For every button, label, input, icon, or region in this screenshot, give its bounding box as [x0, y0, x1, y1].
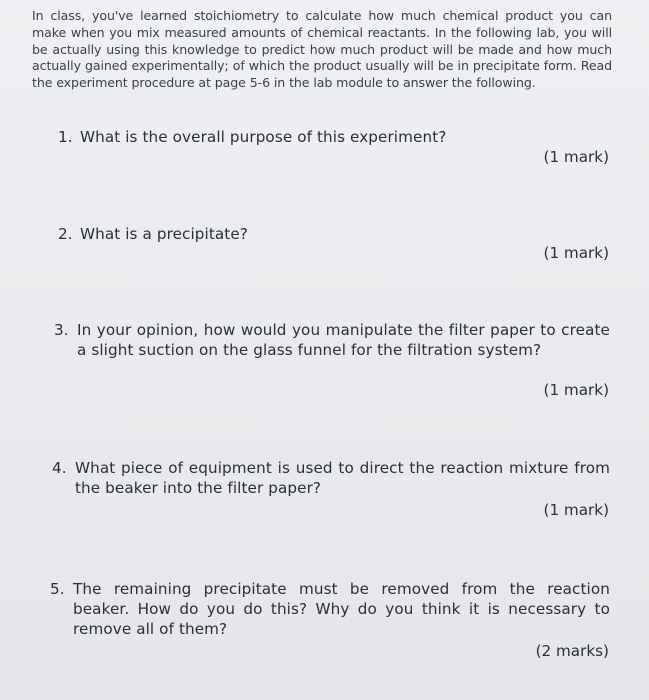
- question-number: 1.: [58, 128, 73, 146]
- intro-paragraph: In class, you've learned stoichiometry to calculate how much chemical product you can make when you mix measured amounts of chemical reactants. In the following lab, you will be actually using this knowledge to predict how much product will be made and how much actually gained experimentally; of which the product usually will be in precipitate form. Read the experiment procedure at page 5-6 in the lab module to answer the following.: [32, 8, 612, 91]
- question-number: 3.: [54, 321, 69, 339]
- question-number: 2.: [58, 225, 73, 243]
- question-number: 5.: [50, 580, 65, 598]
- question-5: [50, 579, 610, 639]
- question-5-mark: (2 marks): [535, 642, 609, 660]
- question-2: [58, 224, 358, 244]
- question-4-mark: (1 mark): [543, 501, 609, 519]
- question-1-mark: (1 mark): [543, 148, 609, 166]
- question-text: The remaining precipitate must be removed from the reaction beaker. How do you do this? Why do you think it is necessary to remove all of them?: [73, 580, 610, 638]
- question-1: [58, 127, 478, 147]
- question-text: What is the overall purpose of this experiment?: [80, 128, 447, 146]
- question-text: What is a precipitate?: [80, 225, 248, 243]
- question-4: [52, 458, 610, 498]
- question-3-mark: (1 mark): [543, 381, 609, 399]
- question-text: In your opinion, how would you manipulate the filter paper to create a slight suction on the glass funnel for the filtration system?: [77, 321, 610, 359]
- question-number: 4.: [52, 459, 67, 477]
- question-3: [54, 320, 610, 360]
- question-text: What piece of equipment is used to direct the reaction mixture from the beaker into the filter paper?: [75, 459, 610, 497]
- question-2-mark: (1 mark): [543, 244, 609, 262]
